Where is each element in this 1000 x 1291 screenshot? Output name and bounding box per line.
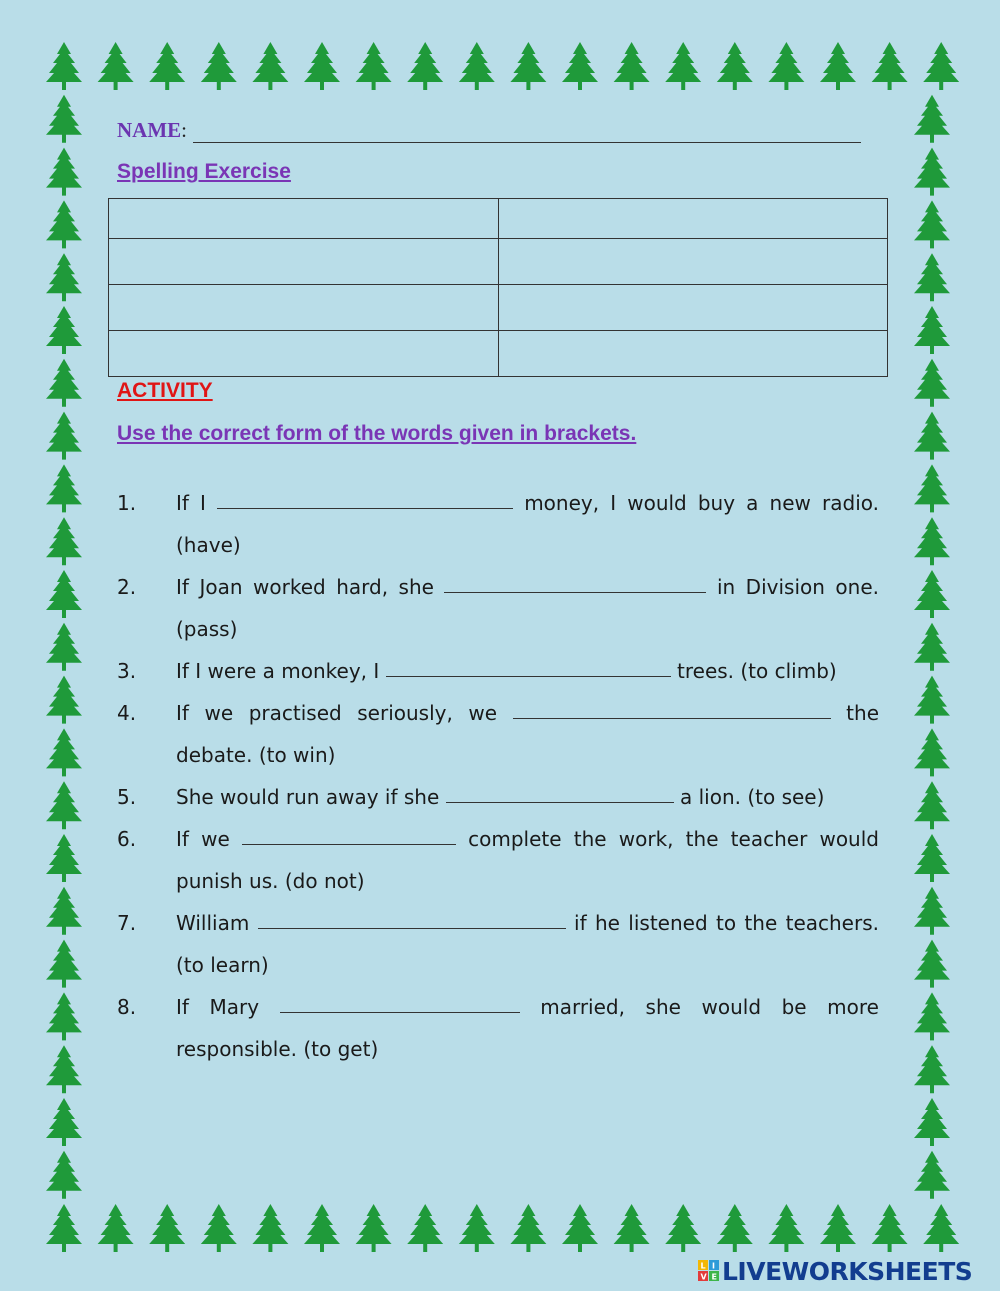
question-text-after: trees. (to climb) bbox=[670, 659, 837, 683]
christmas-tree-icon bbox=[914, 464, 950, 512]
spelling-cell[interactable] bbox=[109, 239, 499, 285]
question-list bbox=[117, 482, 879, 1070]
christmas-tree-icon bbox=[914, 517, 950, 565]
christmas-tree-icon bbox=[717, 1204, 753, 1252]
name-label: NAME bbox=[117, 118, 182, 142]
christmas-tree-icon bbox=[459, 42, 495, 90]
christmas-tree-icon bbox=[665, 42, 701, 90]
christmas-tree-icon bbox=[201, 42, 237, 90]
spelling-cell[interactable] bbox=[109, 285, 499, 331]
christmas-tree-icon bbox=[914, 1151, 950, 1199]
christmas-tree-icon bbox=[46, 570, 82, 618]
spelling-table bbox=[108, 198, 888, 377]
answer-input[interactable] bbox=[444, 583, 706, 605]
christmas-tree-icon bbox=[46, 359, 82, 407]
spelling-cell-input[interactable] bbox=[499, 346, 888, 361]
question-text-after: married, she would be more responsible. (to get) bbox=[176, 995, 879, 1061]
christmas-tree-icon bbox=[510, 1204, 546, 1252]
christmas-tree-icon bbox=[717, 42, 753, 90]
christmas-tree-icon bbox=[46, 1204, 82, 1252]
christmas-tree-icon bbox=[614, 1204, 650, 1252]
question-number: 8. bbox=[117, 995, 137, 1019]
spelling-cell-input[interactable] bbox=[109, 211, 498, 226]
christmas-tree-icon bbox=[562, 1204, 598, 1252]
christmas-tree-icon bbox=[46, 464, 82, 512]
spelling-cell[interactable] bbox=[498, 199, 888, 239]
christmas-tree-icon bbox=[768, 1204, 804, 1252]
christmas-tree-icon bbox=[914, 148, 950, 196]
christmas-tree-icon bbox=[46, 781, 82, 829]
christmas-tree-icon bbox=[356, 42, 392, 90]
christmas-tree-icon bbox=[46, 834, 82, 882]
christmas-tree-icon bbox=[304, 42, 340, 90]
question-text-after: if he listened to the teachers. (to learn) bbox=[176, 911, 879, 977]
logo-letter: L bbox=[700, 1261, 706, 1271]
liveworksheets-logo-icon bbox=[698, 1260, 720, 1282]
christmas-tree-icon bbox=[46, 412, 82, 460]
question-text-after: complete the work, the teacher would punish us. (do not) bbox=[176, 827, 879, 893]
answer-blank[interactable] bbox=[446, 780, 674, 803]
answer-input[interactable] bbox=[513, 709, 831, 731]
logo-letter: V bbox=[700, 1272, 707, 1282]
christmas-tree-icon bbox=[201, 1204, 237, 1252]
liveworksheets-logo-text: LIVEWORKSHEETS bbox=[722, 1256, 973, 1286]
christmas-tree-icon bbox=[914, 200, 950, 248]
christmas-tree-icon bbox=[46, 728, 82, 776]
question-number: 7. bbox=[117, 911, 137, 935]
christmas-tree-icon bbox=[914, 1045, 950, 1093]
christmas-tree-icon bbox=[914, 676, 950, 724]
christmas-tree-icon bbox=[356, 1204, 392, 1252]
question-number: 4. bbox=[117, 701, 137, 725]
christmas-tree-icon bbox=[914, 728, 950, 776]
name-colon: : bbox=[181, 118, 188, 142]
question-item bbox=[117, 776, 879, 818]
name-line bbox=[117, 118, 877, 143]
christmas-tree-icon bbox=[149, 1204, 185, 1252]
answer-blank[interactable] bbox=[280, 990, 520, 1013]
activity-instructions: Use the correct form of the words given in brackets. bbox=[117, 422, 637, 445]
christmas-tree-icon bbox=[46, 887, 82, 935]
christmas-tree-icon bbox=[820, 1204, 856, 1252]
question-item bbox=[117, 482, 879, 566]
spelling-exercise-title: Spelling Exercise bbox=[117, 160, 291, 183]
christmas-tree-icon bbox=[914, 940, 950, 988]
liveworksheets-logo bbox=[698, 1257, 972, 1285]
christmas-tree-icon bbox=[459, 1204, 495, 1252]
christmas-tree-icon bbox=[46, 42, 82, 90]
christmas-tree-icon bbox=[304, 1204, 340, 1252]
question-text-before: William bbox=[176, 911, 258, 935]
spelling-cell[interactable] bbox=[109, 199, 499, 239]
christmas-tree-icon bbox=[407, 1204, 443, 1252]
christmas-tree-icon bbox=[46, 148, 82, 196]
question-text-before: If we practised seriously, we bbox=[176, 701, 513, 725]
spelling-cell-input[interactable] bbox=[109, 254, 498, 269]
christmas-tree-icon bbox=[914, 570, 950, 618]
answer-input[interactable] bbox=[258, 919, 566, 941]
christmas-tree-icon bbox=[46, 1045, 82, 1093]
answer-input[interactable] bbox=[386, 667, 671, 689]
question-text-before: If I bbox=[176, 491, 218, 515]
christmas-tree-icon bbox=[46, 992, 82, 1040]
christmas-tree-icon bbox=[252, 42, 288, 90]
question-text-before: If we bbox=[176, 827, 242, 851]
spelling-cell-input[interactable] bbox=[499, 254, 888, 269]
question-number: 5. bbox=[117, 785, 137, 809]
question-item bbox=[117, 692, 879, 776]
spelling-cell[interactable] bbox=[109, 331, 499, 377]
christmas-tree-icon bbox=[914, 992, 950, 1040]
spelling-cell[interactable] bbox=[498, 239, 888, 285]
christmas-tree-icon bbox=[46, 253, 82, 301]
question-text-after: a lion. (to see) bbox=[673, 785, 825, 809]
name-input[interactable] bbox=[193, 122, 861, 143]
christmas-tree-icon bbox=[914, 781, 950, 829]
christmas-tree-icon bbox=[914, 887, 950, 935]
christmas-tree-icon bbox=[914, 1098, 950, 1146]
spelling-cell-input[interactable] bbox=[499, 300, 888, 315]
christmas-tree-icon bbox=[252, 1204, 288, 1252]
christmas-tree-icon bbox=[914, 359, 950, 407]
spelling-cell-input[interactable] bbox=[109, 346, 498, 361]
question-number: 2. bbox=[117, 575, 137, 599]
answer-blank[interactable] bbox=[513, 696, 831, 719]
christmas-tree-icon bbox=[46, 517, 82, 565]
spelling-cell[interactable] bbox=[498, 285, 888, 331]
christmas-tree-icon bbox=[98, 42, 134, 90]
christmas-tree-icon bbox=[98, 1204, 134, 1252]
question-text-before: If Joan worked hard, she bbox=[176, 575, 445, 599]
answer-input[interactable] bbox=[446, 793, 674, 815]
answer-blank[interactable] bbox=[386, 654, 671, 677]
christmas-tree-icon bbox=[914, 95, 950, 143]
question-item bbox=[117, 986, 879, 1070]
question-number: 6. bbox=[117, 827, 137, 851]
spelling-cell-input[interactable] bbox=[109, 300, 498, 315]
christmas-tree-icon bbox=[872, 1204, 908, 1252]
christmas-tree-icon bbox=[872, 42, 908, 90]
question-text-before: If Mary bbox=[176, 995, 280, 1019]
logo-letter: E bbox=[711, 1272, 717, 1282]
christmas-tree-icon bbox=[614, 42, 650, 90]
christmas-tree-icon bbox=[923, 1204, 959, 1252]
christmas-tree-icon bbox=[46, 95, 82, 143]
question-item bbox=[117, 902, 879, 986]
christmas-tree-icon bbox=[149, 42, 185, 90]
christmas-tree-icon bbox=[46, 676, 82, 724]
christmas-tree-icon bbox=[46, 1151, 82, 1199]
christmas-tree-icon bbox=[820, 42, 856, 90]
question-item bbox=[117, 650, 879, 692]
answer-blank[interactable] bbox=[444, 570, 706, 593]
christmas-tree-icon bbox=[914, 306, 950, 354]
answer-blank[interactable] bbox=[258, 906, 566, 929]
question-number: 1. bbox=[117, 491, 137, 515]
answer-blank[interactable] bbox=[217, 486, 513, 509]
christmas-tree-icon bbox=[46, 1098, 82, 1146]
spelling-cell[interactable] bbox=[498, 331, 888, 377]
logo-letter: I bbox=[712, 1261, 715, 1271]
christmas-tree-icon bbox=[665, 1204, 701, 1252]
question-item bbox=[117, 566, 879, 650]
christmas-tree-icon bbox=[914, 412, 950, 460]
answer-input[interactable] bbox=[280, 1003, 520, 1025]
spelling-cell-input[interactable] bbox=[499, 211, 888, 226]
christmas-tree-icon bbox=[923, 42, 959, 90]
question-text-after: the debate. (to win) bbox=[176, 701, 880, 767]
christmas-tree-icon bbox=[46, 623, 82, 671]
christmas-tree-icon bbox=[768, 42, 804, 90]
activity-title: ACTIVITY bbox=[117, 379, 213, 402]
answer-input[interactable] bbox=[217, 499, 513, 521]
christmas-tree-icon bbox=[46, 306, 82, 354]
christmas-tree-icon bbox=[562, 42, 598, 90]
answer-input[interactable] bbox=[242, 835, 456, 857]
question-number: 3. bbox=[117, 659, 137, 683]
christmas-tree-icon bbox=[46, 940, 82, 988]
question-item bbox=[117, 818, 879, 902]
question-text-before: If I were a monkey, I bbox=[176, 659, 386, 683]
christmas-tree-icon bbox=[914, 253, 950, 301]
question-text-after: in Division one. (pass) bbox=[176, 575, 879, 641]
question-text-after: money, I would buy a new radio. (have) bbox=[176, 491, 879, 557]
christmas-tree-icon bbox=[407, 42, 443, 90]
christmas-tree-icon bbox=[914, 623, 950, 671]
answer-blank[interactable] bbox=[242, 822, 456, 845]
christmas-tree-icon bbox=[46, 200, 82, 248]
christmas-tree-icon bbox=[510, 42, 546, 90]
christmas-tree-icon bbox=[914, 834, 950, 882]
question-text-before: She would run away if she bbox=[176, 785, 446, 809]
